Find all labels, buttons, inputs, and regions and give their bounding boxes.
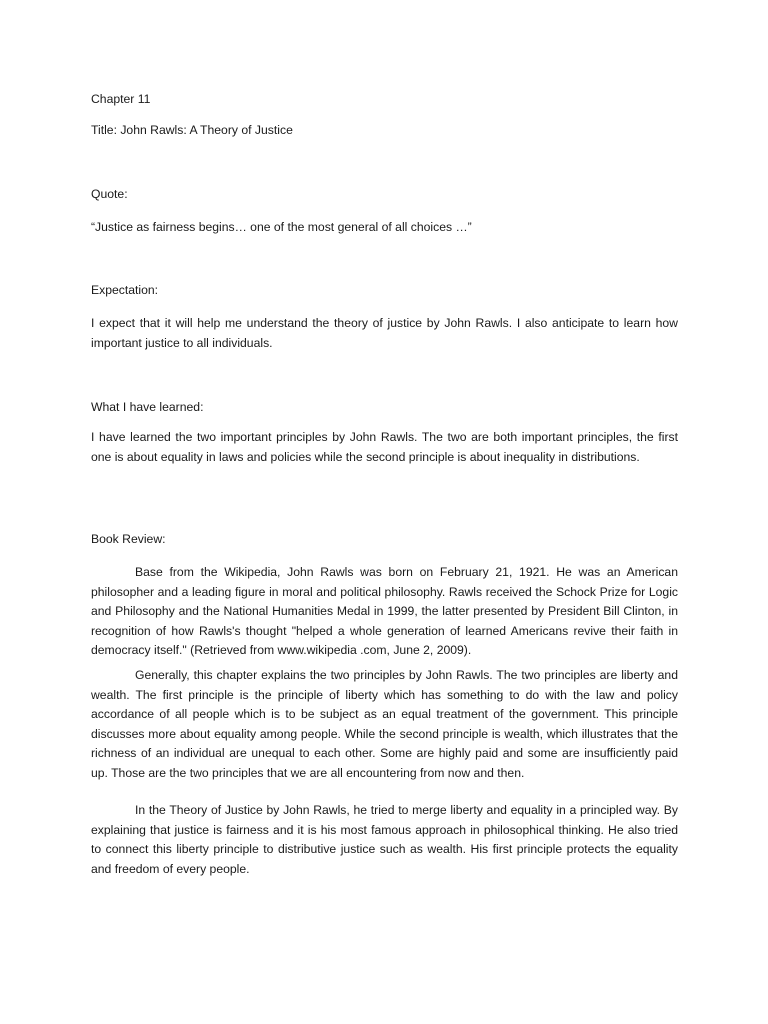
expectation-heading: Expectation: bbox=[91, 283, 159, 297]
document-title: Title: John Rawls: A Theory of Justice bbox=[91, 123, 293, 137]
review-paragraph-3: In the Theory of Justice by John Rawls, he tried to merge liberty and equality in a principled way. By explaining that justice is fairness and it is his most famous approach in philosophical thinking. He also tried to connect this liberty principle to distributive justice such as wealth. His first principle protects the equality and freedom of every people. bbox=[91, 803, 678, 876]
quote-text: “Justice as fairness begins… one of the most general of all choices …” bbox=[91, 220, 472, 234]
quote-heading: Quote: bbox=[91, 187, 128, 201]
learned-heading: What I have learned: bbox=[91, 400, 204, 414]
expectation-paragraph: I expect that it will help me understand the theory of justice by John Rawls. I also anticipate to learn how important justice to all individuals. bbox=[91, 316, 678, 350]
review-paragraph-1: Base from the Wikipedia, John Rawls was born on February 21, 1921. He was an American philosopher and a leading figure in moral and political philosophy. Rawls received the Schock Prize for Logic and Philosophy and the National Humanities Medal in 1999, the latter presented by President Bill Clinton, in recognition of how Rawls's thought "helped a whole generation of learned Americans revive their faith in democracy itself." (Retrieved from www.wikipedia .com, June 2, 2009). bbox=[91, 565, 678, 657]
chapter-label: Chapter 11 bbox=[91, 92, 151, 106]
review-paragraph-2: Generally, this chapter explains the two principles by John Rawls. The two principles are liberty and wealth. The first principle is the principle of liberty which has something to do with the law and policy accordance of all people which is to be subject as an equal treatment of the government. This principle discusses more about equality among people. While the second principle is wealth, which illustrates that the richness of an individual are unequal to each other. Some are highly paid and some are insufficiently paid up. Those are the two principles that we are all encountering from now and then. bbox=[91, 668, 678, 780]
learned-paragraph: I have learned the two important principles by John Rawls. The two are both important principles, the first one is about equality in laws and policies while the second principle is about inequality in distributions. bbox=[91, 430, 678, 464]
book-review-heading: Book Review: bbox=[91, 532, 166, 546]
